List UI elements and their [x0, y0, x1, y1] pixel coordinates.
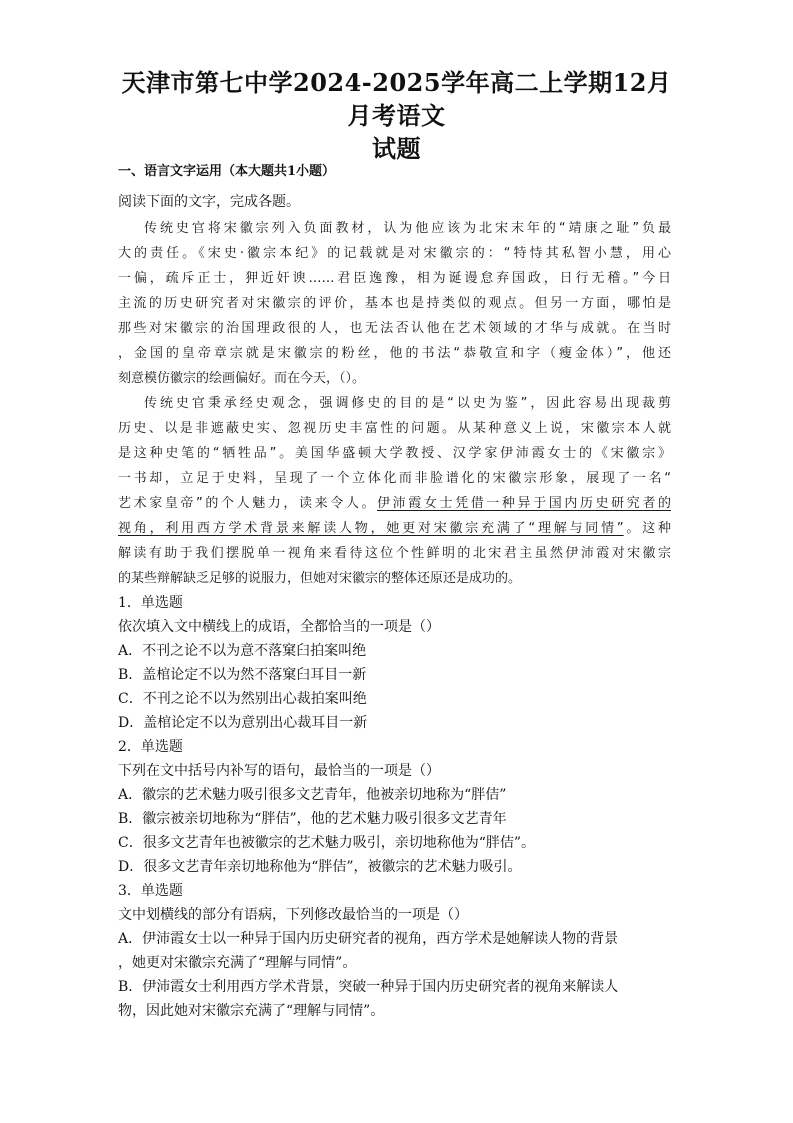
passage-line: 解读有助于我们摆脱单一视角来看待这位个性鲜明的北宋君主虽然伊沛霞对宋徽宗: [118, 546, 671, 561]
title-line-1: 天津市第七中学2024-2025学年高二上学期12月月考语文: [121, 68, 672, 130]
passage-line: 视角，利用西方学术背景来解读人物，她更对宋徽宗充满了“理解与同情”。这种: [118, 521, 671, 536]
title-line-2: 试题: [372, 134, 421, 163]
passage-line: 历史、以是非遮蔽史实、忽视历史丰富性的问题。从某种意义上说，宋徽宗本人就: [118, 421, 671, 436]
option-b: B．徽宗被亲切地称为“胖佶”，他的艺术魅力吸引很多文艺青年: [118, 811, 507, 827]
passage-line: 是这种史笔的“牺牲品”。美国华盛顿大学教授、汉学家伊沛霞女士的《宋徽宗》: [118, 446, 671, 461]
option-b-cont: 物，因此她对宋徽宗充满了“理解与同情”。: [118, 1003, 385, 1019]
passage-line: 一偏，疏斥正士，狎近奸谀……君臣逸豫，相为诞谩怠弃国政，日行无稽。”今日: [118, 271, 671, 286]
option-a: A．不刊之论不以为意不落窠臼拍案叫绝: [118, 643, 367, 659]
option-a: A．伊沛霞女士以一种异于国内历史研究者的视角，西方学术是她解读人物的背景: [118, 931, 619, 947]
question-stem: 文中划横线的部分有语病，下列修改最恰当的一项是（）: [118, 907, 468, 923]
passage-line: 那些对宋徽宗的治国理政很的人，也无法否认他在艺术领域的才华与成就。在当时: [118, 321, 671, 336]
passage-line: 主流的历史研究者对宋徽宗的评价，基本也是持类似的观点。但另一方面，哪怕是: [118, 296, 671, 311]
passage-line: 的某些辩解缺乏足够的说服力，但她对宋徽宗的整体还原还是成功的。: [118, 571, 522, 586]
question-number: 3．单选题: [118, 883, 183, 899]
option-b: B．盖棺论定不以为然不落窠臼耳目一新: [118, 667, 367, 683]
passage-line: ，金国的皇帝章宗就是宋徽宗的粉丝，他的书法“恭敬宣和字（瘦金体）”，他还: [118, 346, 671, 361]
question-number: 2．单选题: [118, 739, 183, 755]
passage-line: 艺术家皇帝”的个人魅力，读来令人。伊沛霞女士凭借一种异于国内历史研究者的: [118, 496, 671, 511]
option-a-cont: ，她更对宋徽宗充满了“理解与同情”。: [118, 955, 357, 971]
passage-line: 传统史官将宋徽宗列入负面教材，认为他应该为北宋末年的“靖康之耻”负最: [144, 221, 671, 236]
question-stem: 依次填入文中横线上的成语，全都恰当的一项是（）: [118, 619, 440, 635]
page-title: [110, 66, 683, 165]
question-number: 1．单选题: [118, 595, 183, 611]
option-a: A．徽宗的艺术魅力吸引很多文艺青年，他被亲切地称为“胖佶”: [118, 787, 507, 803]
passage-line: 大的责任。《宋史·徽宗本纪》的记载就是对宋徽宗的：“特恃其私智小慧，用心: [118, 246, 671, 261]
passage-line: 一书却，立足于史料，呈现了一个立体化而非脸谱化的宋徽宗形象，展现了一名“: [118, 471, 671, 486]
instruction-text: 阅读下面的文字，完成各题。: [118, 194, 300, 210]
question-stem: 下列在文中括号内补写的语句，最恰当的一项是（）: [118, 763, 440, 779]
option-c: C．很多文艺青年也被徽宗的艺术魅力吸引，亲切地称他为“胖佶”。: [118, 835, 536, 851]
option-c: C．不刊之论不以为然别出心裁拍案叫绝: [118, 691, 367, 707]
option-b: B．伊沛霞女士利用西方学术背景，突破一种异于国内历史研究者的视角来解读人: [118, 979, 619, 995]
option-d: D．很多文艺青年亲切地称他为“胖佶”，被徽宗的艺术魅力吸引。: [118, 859, 522, 875]
passage-line: 刻意模仿徽宗的绘画偏好。而在今天，（）。: [118, 371, 366, 386]
underlined-sentence: 视角，利用西方学术背景来解读人物，她更对宋徽宗充满了“理解与同情”: [118, 521, 624, 536]
underlined-sentence: 伊沛霞女士凭借一种异于国内历史研究者的: [377, 496, 671, 511]
option-d: D．盖棺论定不以为意别出心裁耳目一新: [118, 715, 368, 731]
passage-line: 传统史官秉承经史观念，强调修史的目的是“以史为鉴”，因此容易出现裁剪: [144, 396, 671, 411]
section-heading: 一、语言文字运用（本大题共1小题）: [118, 164, 336, 179]
